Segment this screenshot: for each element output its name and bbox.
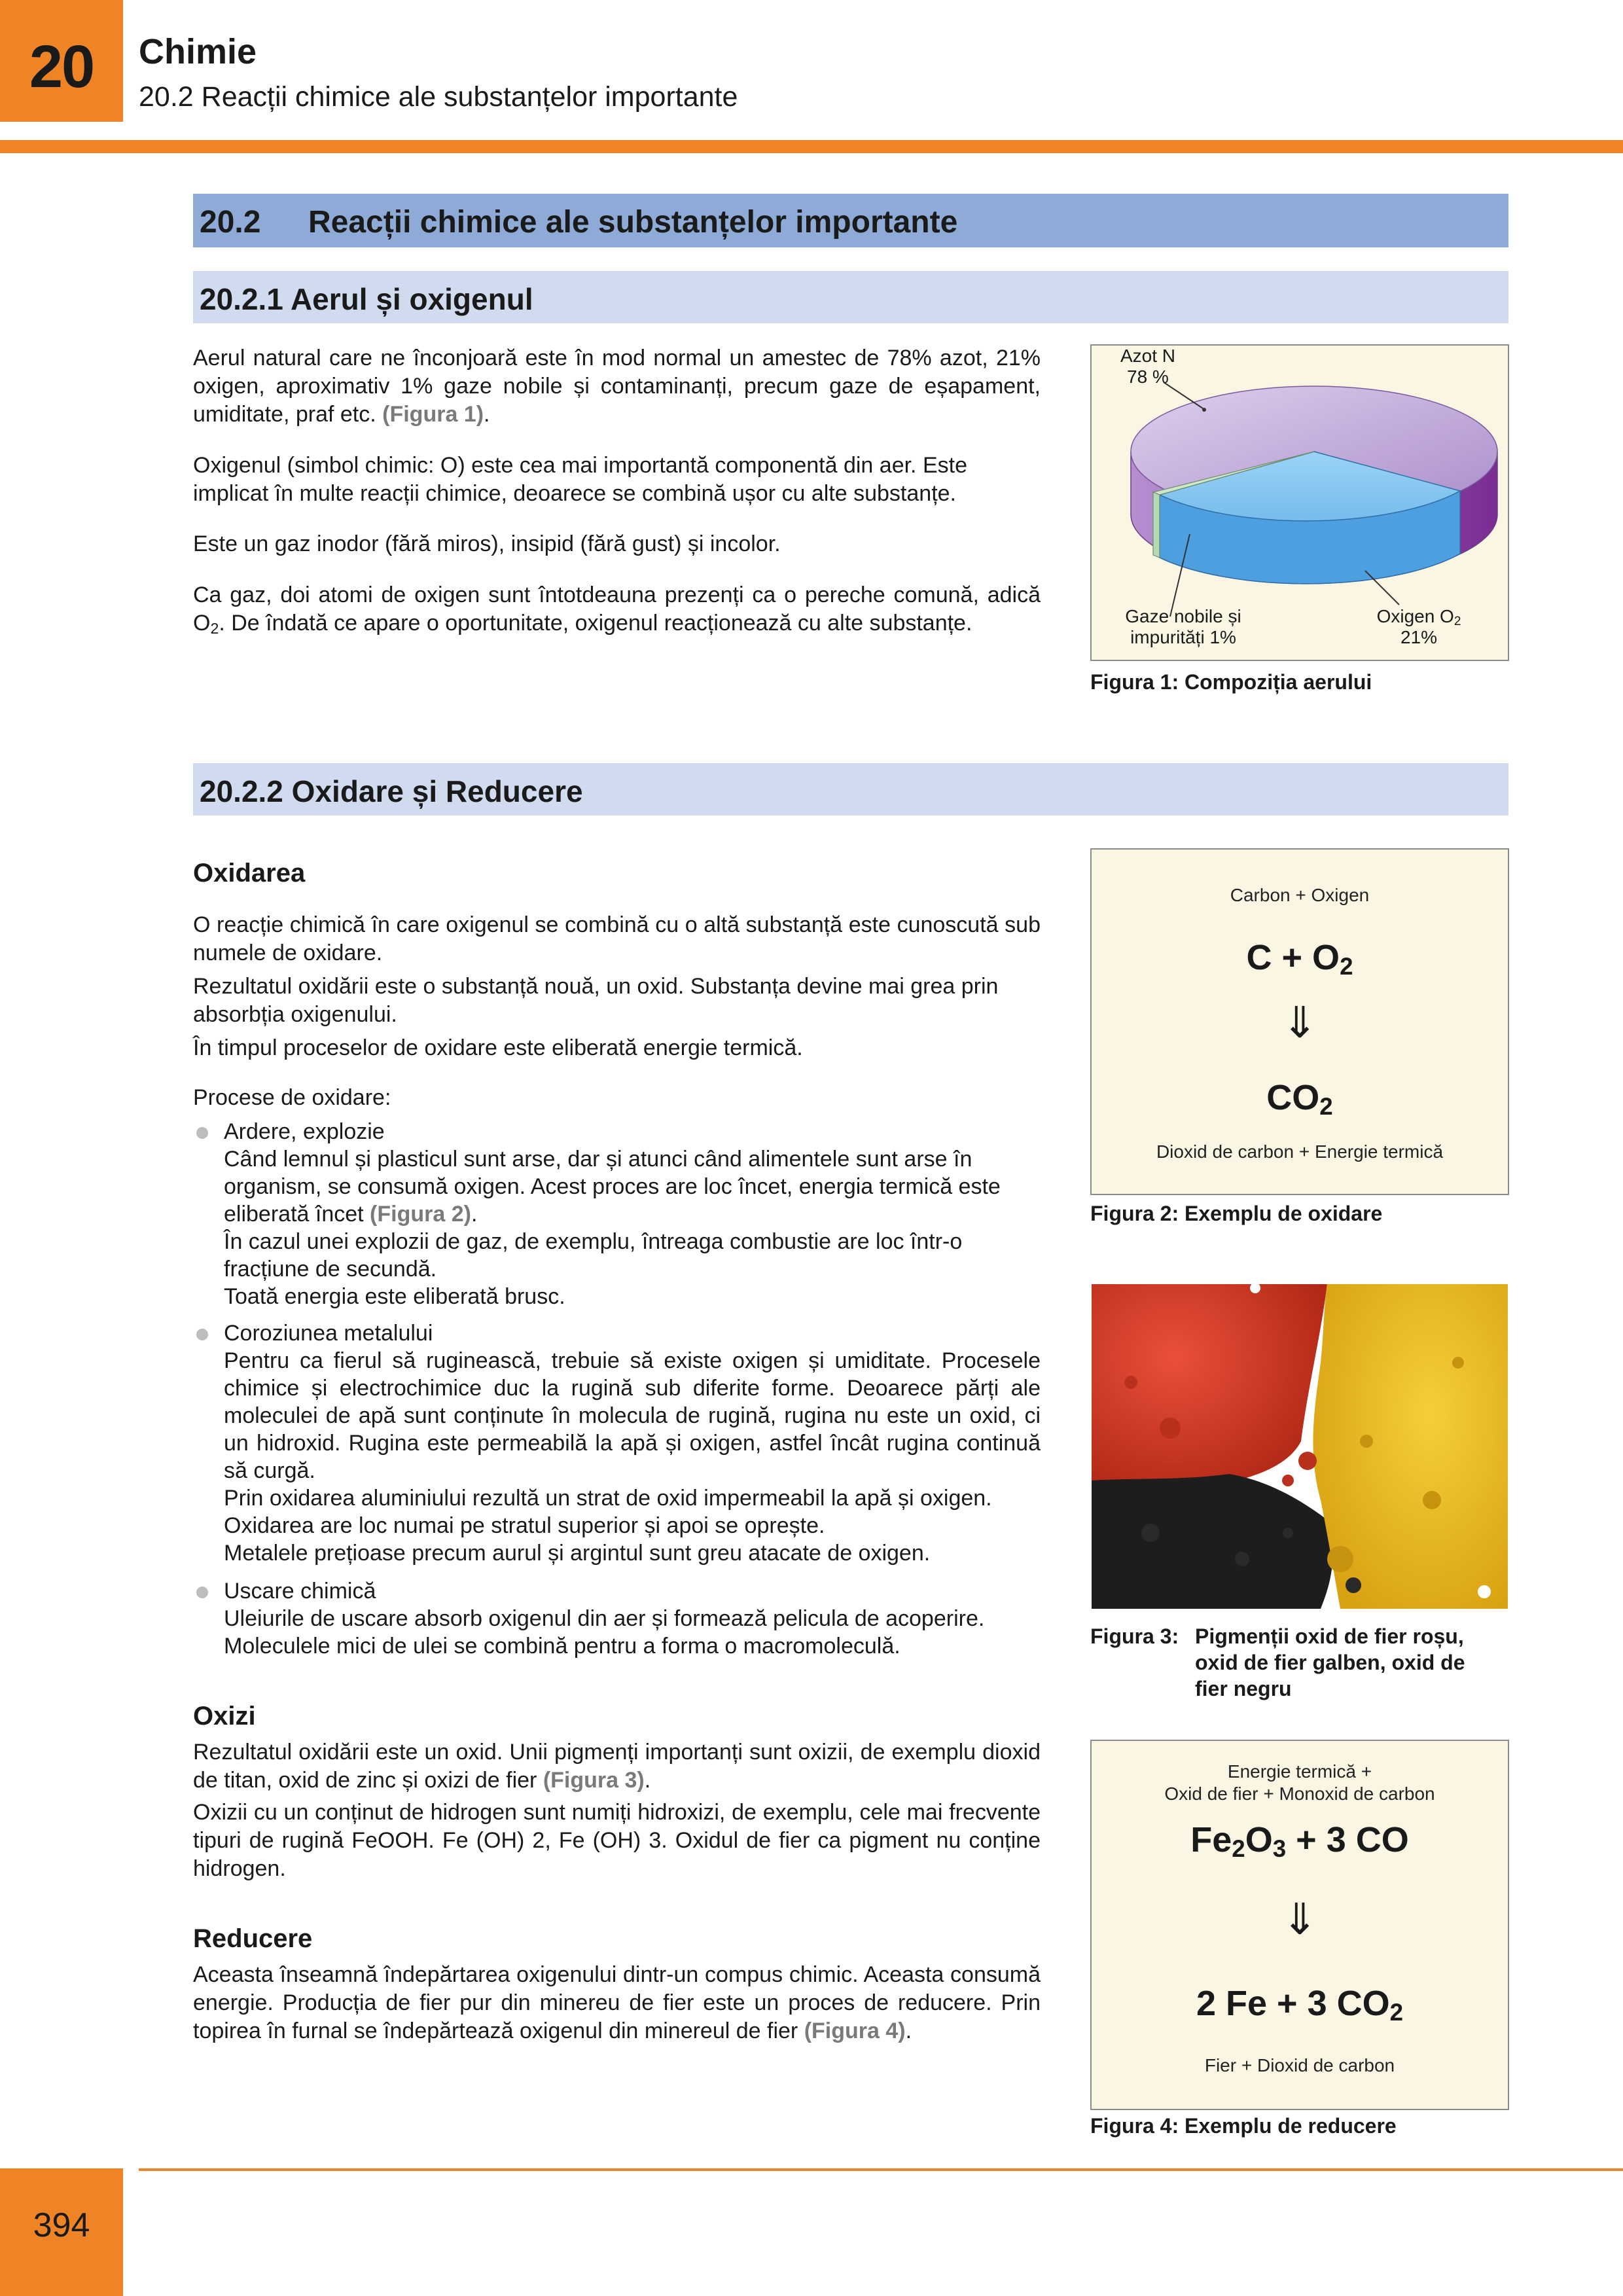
fig2-equation-product: $CO_2$ — [1266, 1078, 1333, 1121]
fig2-reactants-label: Carbon + Oxigen — [1230, 885, 1370, 905]
page-number: 394 — [33, 2206, 90, 2244]
section-title: Reacții chimice ale substanțelor importante — [308, 205, 958, 240]
fig2-equation-reactants: $C + O_2$ — [1246, 938, 1353, 980]
paragraph-reduction: Aceasta înseamnă îndepărtarea oxigenului dintr-un compus chimic. Aceasta consumă energie. Producția de fier pur din minereu de fier este un proces de reducere. Prin topirea în furnal se îndepărtează oxigenul din minereul de fier (Figura 4). — [193, 1962, 1041, 2043]
section-heading — [193, 194, 1508, 247]
bullet-combustion: Ardere, explozie Când lemnul și plasticul sunt arse, dar și atunci când alimentele sunt arse în organism, se consumă oxigen. Acest proces are loc încet, energia termică este eliberată încet (Figura 2). În cazul unei explozii de gaz, de exemplu, întreaga combustie are loc într-o fracțiune de secundă. Toată energia este eliberată brusc. — [224, 1119, 1001, 1309]
chapter-number: 20 — [29, 33, 94, 100]
footer-rule — [139, 2168, 1623, 2171]
figure-ref[interactable]: (Figura 2) — [370, 1202, 471, 1227]
bullet-corrosion: Coroziunea metalului Pentru ca fierul să ruginească, trebuie să existe oxigen și umiditate. Procesele chimice și electrochimice duc la rugină sub diferite forme. Deoarece părți ale moleculei de apă sunt conținute în molecula de rugină, rugina nu este un oxid, ci un hidroxid. Rugina este permeabilă la apă și oxigen, astfel încât rugina continuă să curgă. Prin oxidarea aluminiului rezultă un strat de oxid impermeabil la apă și oxigen. Oxidarea are loc numai pe stratul superior și apoi se oprește. Metalele prețioase precum aurul și argintul sunt greu atacate de oxigen. — [224, 1321, 1041, 1566]
label-oxygen: Oxigen $O_2$ 21% — [1376, 606, 1461, 647]
paragraph-oxygen-pair: Ca gaz, doi atomi de oxigen sunt întotdeauna prezenți ca o pereche comună, adică $O_2$. De îndată ce apare o oportunitate, oxigenul reacționează cu alte substanțe. — [193, 583, 1041, 637]
figure-reduction-example — [1090, 1740, 1509, 2110]
down-arrow-icon: ⇓ — [1281, 997, 1318, 1048]
figure-oxidation-example — [1090, 848, 1509, 1195]
bullet-dot — [196, 1587, 208, 1598]
figure-caption-4: Figura 4: Exemplu de reducere — [1090, 2114, 1397, 2138]
label-nitrogen: Azot N 78 % — [1120, 346, 1176, 387]
fig4-equation-product: 2 Fe + 3 $CO_2$ — [1196, 1984, 1404, 2026]
subsection-heading-air — [193, 271, 1508, 323]
figure-caption-1: Figura 1: Compoziția aerului — [1090, 670, 1372, 694]
heading-reduction: Reducere — [193, 1924, 313, 1953]
paragraph-hydroxides: Oxizii cu un conținut de hidrogen sunt numiți hidroxizi, de exemplu, cele mai frecvente tipuri de rugină FeOOH. Fe (OH) 2, Fe (OH) 3. Oxidul de fier ca pigment nu conține hidrogen. — [193, 1800, 1041, 1881]
bullet-drying: Uscare chimică Uleiurile de uscare absorb oxigenul din aer și formează pelicula de acoperire. Moleculele mici de ulei se combină pentru a forma o macromoleculă. — [224, 1579, 985, 1659]
bullet-dot — [196, 1127, 208, 1139]
subsection-title: 20.2.1 Aerul și oxigenul — [200, 282, 533, 316]
header-rule — [0, 140, 1623, 153]
chapter-subtitle: 20.2 Reacții chimice ale substanțelor importante — [139, 81, 738, 113]
paragraph-heat-release: În timpul proceselor de oxidare este eliberată energie termică. — [193, 1035, 803, 1060]
pie-side-noble — [1153, 492, 1160, 558]
figure-caption-2: Figura 2: Exemplu de oxidare — [1090, 1202, 1383, 1225]
fig4-product-label: Fier + Dioxid de carbon — [1204, 2055, 1395, 2075]
subsection-heading-oxidation — [193, 763, 1508, 816]
pigment-photo — [1092, 1284, 1508, 1609]
chapter-title: Chimie — [139, 32, 257, 71]
paragraph-oxidation-def: O reacție chimică în care oxigenul se combină cu o altă substanță este cunoscută sub numele de oxidare. — [193, 912, 1041, 965]
paragraph-oxides: Rezultatul oxidării este un oxid. Unii pigmenți importanți sunt oxizii, de exemplu dioxid de titan, oxid de zinc și oxizi de fier (Figura 3). — [193, 1740, 1041, 1793]
down-arrow-icon: ⇓ — [1281, 1894, 1318, 1945]
figure-ref[interactable]: (Figura 3) — [543, 1768, 645, 1793]
fig4-reactants-label: Energie termică + Oxid de fier + Monoxid de carbon — [1164, 1761, 1435, 1804]
subsection-title: 20.2.2 Oxidare și Reducere — [200, 774, 583, 808]
paragraph-oxygen-properties: Este un gaz inodor (fără miros), insipid (fără gust) și incolor. — [193, 531, 781, 556]
section-number: 20.2 — [200, 205, 261, 240]
paragraph-oxide-result: Rezultatul oxidării este o substanță nouă, un oxid. Substanța devine mai grea prin absorbția oxigenului. — [193, 974, 999, 1027]
heading-oxides: Oxizi — [193, 1702, 256, 1731]
figure-air-composition — [1090, 344, 1509, 661]
label-processes: Procese de oxidare: — [193, 1085, 391, 1110]
fig4-equation-reactants: $Fe_2O_3 + 3$ CO — [1190, 1820, 1409, 1863]
figure-ref[interactable]: (Figura 1) — [382, 402, 484, 427]
label-noble-gases: Gaze nobile și impurități 1% — [1125, 606, 1241, 647]
bullet-dot — [196, 1329, 208, 1340]
heading-oxidation: Oxidarea — [193, 859, 306, 888]
figure-ref[interactable]: (Figura 4) — [804, 2018, 906, 2043]
paragraph-oxygen: Oxigenul (simbol chimic: O) este cea mai importantă componentă din aer. Este implicat în multe reacții chimice, deoarece se combină ușor cu alte substanțe. — [193, 453, 967, 506]
paragraph-air-composition: Aerul natural care ne înconjoară este în mod normal un amestec de 78% azot, 21% oxigen, aproximativ 1% gaze nobile și contaminanți, precum gaze de eșapament, umiditate, praf etc. (Figura 1). — [193, 346, 1041, 427]
fig2-product-label: Dioxid de carbon + Energie termică — [1156, 1141, 1444, 1162]
